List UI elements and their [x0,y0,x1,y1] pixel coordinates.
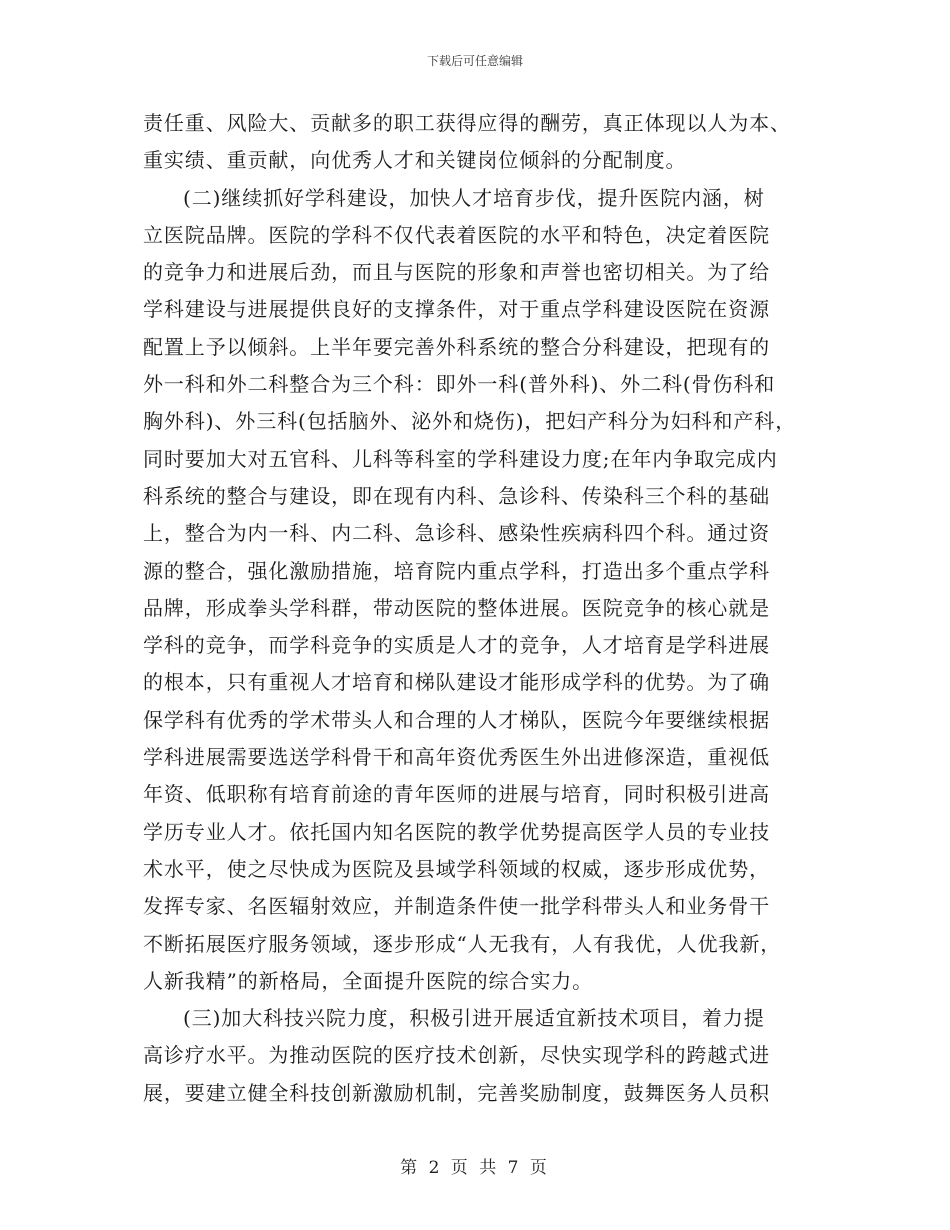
page-number-footer: 第 2 页 共 7 页 [400,1158,550,1178]
text-line: 发挥专家、名医辐射效应，并制造条件使一批学科带头人和业务骨干 [143,894,770,919]
page-header: 下载后可任意编辑 [426,54,523,68]
text-line: 重实绩、重贡献，向优秀人才和关键岗位倾斜的分配制度。 [143,148,687,173]
text-line: 科系统的整合与建设，即在现有内科、急诊科、传染科三个科的基础 [143,483,770,508]
text-line: 学科建设与进展提供良好的支撑条件，对于重点学科建设医院在资源 [143,297,770,322]
text-line: 年资、低职称有培育前途的青年医师的进展与培育，同时积极引进高 [143,782,770,807]
text-line: 学科进展需要选送学科骨干和高年资优秀医生外出进修深造，重视低 [143,745,770,770]
text-line: 立医院品牌。医院的学科不仅代表着医院的水平和特色，决定着医院 [143,222,770,247]
text-line: 学历专业人才。依托国内知名医院的教学优势提高医学人员的专业技 [143,819,770,844]
text-line: 胸外科)、外三科(包括脑外、泌外和烧伤)，把妇产科分为妇科和产科， [143,409,797,434]
text-line: 人新我精”的新格局，全面提升医院的综合实力。 [143,968,594,993]
text-line: 源的整合，强化激励措施，培育院内重点学科，打造出多个重点学科 [143,558,770,583]
document-body [143,105,808,1112]
text-line: 不断拓展医疗服务领域，逐步形成“人无我有，人有我优，人优我新， [143,931,782,956]
text-line: 展，要建立健全科技创新激励机制，完善奖励制度，鼓舞医务人员积 [143,1080,770,1105]
text-line: 品牌，形成拳头学科群，带动医院的整体进展。医院竞争的核心就是 [143,595,770,620]
text-line: 外一科和外二科整合为三个科：即外一科(普外科)、外二科(骨伤科和 [143,372,776,397]
text-line: (二)继续抓好学科建设，加快人才培育步伐，提升医院内涵，树 [183,185,765,210]
text-line: 责任重、风险大、贡献多的职工获得应得的酬劳，真正体现以人为本、 [143,111,791,135]
text-line: 上，整合为内一科、内二科、急诊科、感染性疾病科四个科。通过资 [143,521,770,546]
text-line: 术水平，使之尽快成为医院及县域学科领域的权威，逐步形成优势， [143,856,770,881]
text-line: 保学科有优秀的学术带头人和合理的人才梯队，医院今年要继续根据 [143,707,770,732]
text-line: 的根本，只有重视人才培育和梯队建设才能形成学科的优势。为了确 [143,670,770,695]
text-line: (三)加大科技兴院力度，积极引进开展适宜新技术项目，着力提 [183,1006,765,1031]
text-line: 高诊疗水平。为推动医院的医疗技术创新，尽快实现学科的跨越式进 [143,1043,770,1068]
text-line: 配置上予以倾斜。上半年要完善外科系统的整合分科建设，把现有的 [143,334,770,359]
text-line: 同时要加大对五官科、儿科等科室的学科建设力度;在年内争取完成内 [143,446,778,471]
text-line: 的竞争力和进展后劲，而且与医院的形象和声誉也密切相关。为了给 [143,260,770,285]
text-line: 学科的竞争，而学科竞争的实质是人才的竞争，人才培育是学科进展 [143,633,770,658]
